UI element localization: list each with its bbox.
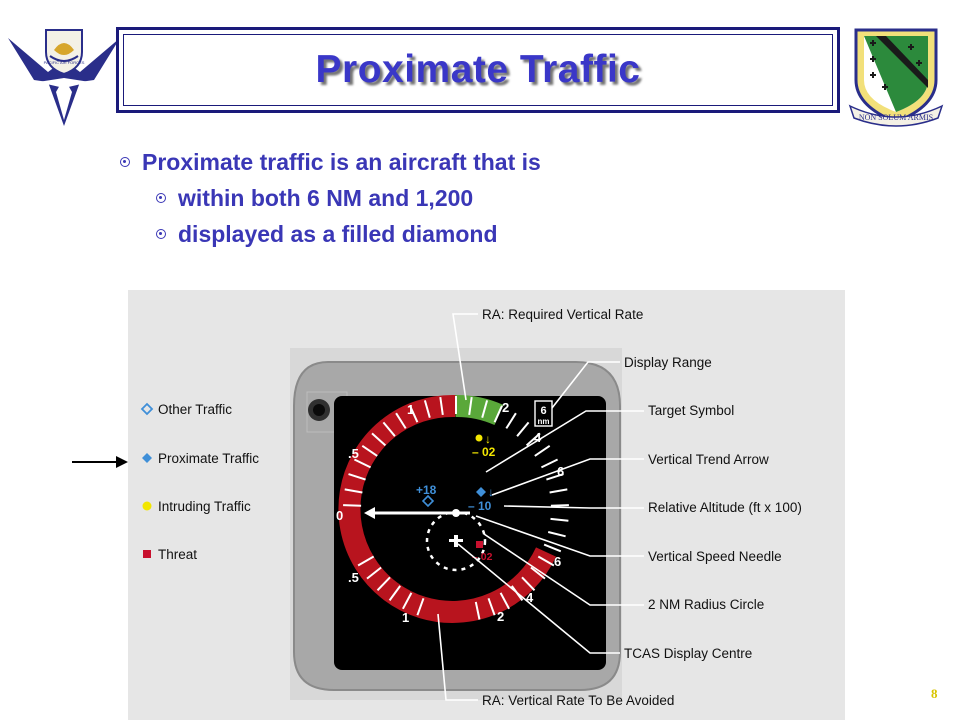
legend-proximate-traffic: [142, 451, 259, 466]
callout-label: TCAS Display Centre: [624, 646, 753, 661]
scale-label: 1: [402, 610, 410, 625]
scale-label: 6: [557, 464, 565, 479]
bullet-sub: [156, 216, 541, 252]
legend-label: Other Traffic: [158, 402, 233, 417]
filled-circle-icon: [143, 502, 152, 511]
callout-label: Display Range: [624, 355, 712, 370]
callout-label: Relative Altitude (ft x 100): [648, 500, 802, 515]
callout-label: Target Symbol: [648, 403, 735, 418]
tick-mark: [343, 505, 361, 506]
air-force-wings-logo: [8, 20, 120, 130]
filled-square-icon: [143, 550, 151, 558]
scale-label: 4: [534, 430, 542, 445]
legend-label: Intruding Traffic: [158, 499, 251, 514]
title-frame: [116, 27, 840, 113]
down-arrow-icon: ↓: [488, 485, 494, 499]
scale-label: 6: [554, 554, 562, 569]
callout-label: RA: Vertical Rate To Be Avoided: [482, 693, 675, 708]
relative-altitude-label: – 02: [472, 551, 493, 563]
callout-label: RA: Required Vertical Rate: [482, 307, 644, 322]
legend-intruding-traffic: [143, 499, 252, 514]
scale-label: 0: [336, 508, 344, 523]
bullet-main: [120, 144, 541, 180]
filled-circle-icon: [476, 435, 483, 442]
callout-label: 2 NM Radius Circle: [648, 597, 765, 612]
ra-required-arc: [456, 406, 500, 415]
down-arrow-icon: ↓: [485, 432, 491, 446]
tcas-display-figure: [128, 290, 845, 720]
wing-shield-logo: [846, 24, 946, 128]
relative-altitude-label: – 02: [472, 445, 496, 459]
scale-label: 4: [526, 590, 534, 605]
bullet-dot-icon: [120, 157, 130, 167]
pacaf-shield-icon: [46, 30, 82, 74]
relative-altitude-label: – 10: [468, 499, 492, 513]
bullet-text: displayed as a filled diamond: [178, 220, 498, 247]
bullet-dot-icon: [156, 193, 166, 203]
scale-label: 1: [407, 402, 415, 417]
filled-square-icon: [476, 541, 483, 548]
tick-mark: [551, 505, 569, 506]
scale-label: .5: [348, 446, 359, 461]
relative-altitude-label: +18: [416, 483, 437, 497]
right-emblem-motto: NON SOLUM ARMIS: [858, 113, 934, 122]
left-emblem-text: PACIFIC AIR FORCES: [43, 60, 85, 65]
scale-label: 2: [502, 400, 510, 415]
page-title: Proximate Traffic: [315, 48, 641, 91]
callout-label: Vertical Trend Arrow: [648, 452, 769, 467]
bullet-text: within both 6 NM and 1,200: [178, 184, 474, 211]
range-unit: nm: [537, 417, 550, 426]
bullet-text: Proximate traffic is an aircraft that is: [142, 148, 541, 175]
callout-label: Vertical Speed Needle: [648, 549, 782, 564]
legend-label: Threat: [158, 547, 198, 562]
scale-label: .5: [348, 570, 359, 585]
range-value: 6: [540, 405, 547, 417]
scale-label: 2: [497, 609, 505, 624]
page-number: 8: [931, 686, 938, 701]
bullet-sub: [156, 180, 541, 216]
bullet-list: [120, 144, 541, 252]
legend-label: Proximate Traffic: [158, 451, 260, 466]
bullet-dot-icon: [156, 229, 166, 239]
pointer-arrow-icon: [70, 452, 130, 472]
